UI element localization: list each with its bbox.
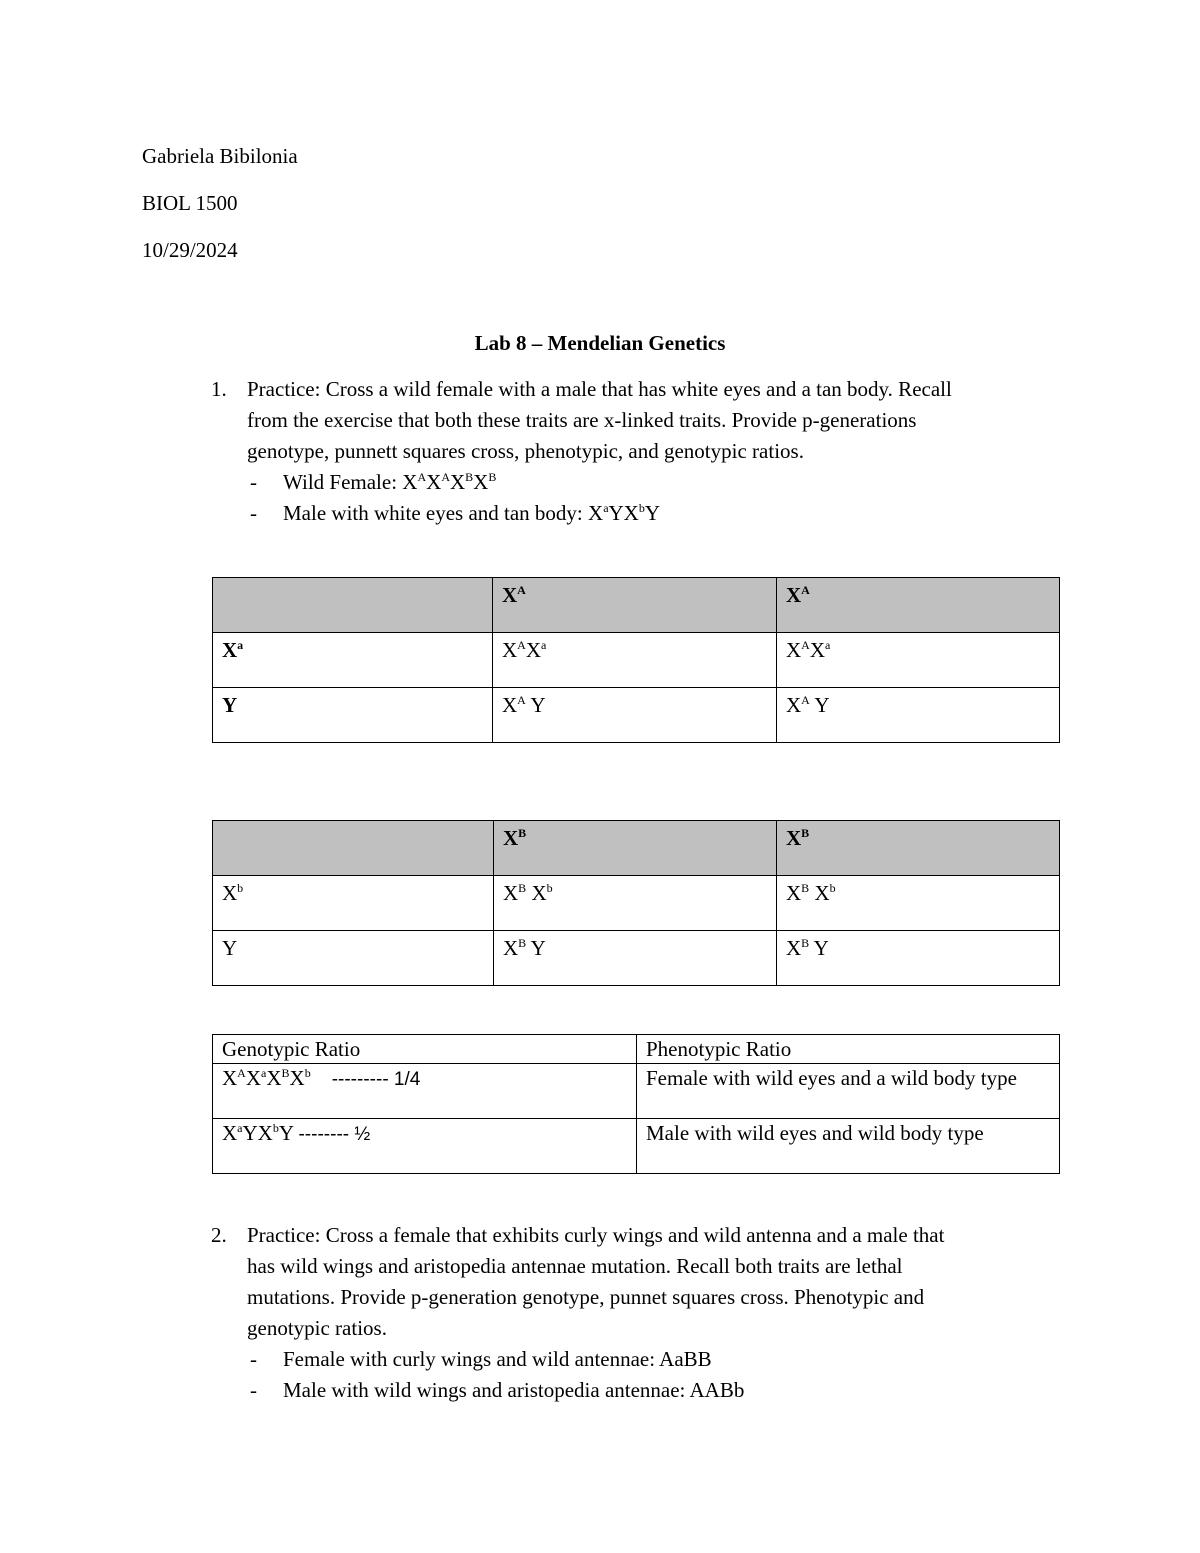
document-title: Lab 8 – Mendelian Genetics (474, 331, 726, 355)
genotypic-ratio-header: Genotypic Ratio (213, 1035, 637, 1064)
row-allele: Y (213, 688, 493, 743)
row-allele: Y (213, 931, 494, 986)
offspring-cell: $X^AX^a$ (777, 633, 1060, 688)
table-row (213, 876, 1060, 931)
phenotypic-ratio-header: Phenotypic Ratio (637, 1035, 1060, 1064)
table-row (213, 931, 1060, 986)
offspring-cell: $X^A$ Y (777, 688, 1060, 743)
row-allele: $X^b$ (213, 876, 494, 931)
table-row (213, 1119, 1060, 1174)
male-genotype-q2: Male with wild wings and aristopedia antennae: AABb (283, 1378, 745, 1402)
empty-corner-cell (213, 578, 493, 633)
ratio-value: ½ (354, 1124, 371, 1145)
offspring-cell: $X^B$ $X^b$ (777, 876, 1060, 931)
question-1-number: 1. (211, 377, 227, 401)
wild-female-genotype: Wild Female: $X^AX^AX^BX^B$ (283, 470, 497, 494)
document-date: 10/29/2024 (142, 238, 238, 262)
ratio-dashes: --------- (331, 1069, 389, 1090)
question-2-number: 2. (211, 1223, 227, 1247)
bullet-dash: - (250, 470, 257, 494)
empty-corner-cell (213, 821, 494, 876)
male-genotype: Male with white eyes and tan body: $X^aYX^bY$ (283, 501, 661, 525)
offspring-cell: $X^A$ Y (493, 688, 777, 743)
punnett-square-body-color (212, 820, 1060, 986)
offspring-cell: $X^B$ Y (777, 931, 1060, 986)
bullet-dash: - (250, 1347, 257, 1371)
column-allele: $X^B$ (494, 821, 777, 876)
column-allele: $X^B$ (777, 821, 1060, 876)
offspring-cell: $X^B$ Y (494, 931, 777, 986)
table-row (213, 688, 1060, 743)
column-allele: $X^A$ (777, 578, 1060, 633)
question-1-line-3: genotype, punnett squares cross, phenotypic, and genotypic ratios. (247, 439, 804, 463)
question-2-line-1: Practice: Cross a female that exhibits curly wings and wild antenna and a male that (247, 1223, 945, 1247)
table-row (213, 578, 1060, 633)
wild-female-label: Wild Female: (283, 470, 403, 494)
ratio-value: 1/4 (393, 1069, 421, 1090)
offspring-cell: $X^B$ $X^b$ (494, 876, 777, 931)
question-1-line-1: Practice: Cross a wild female with a male that has white eyes and a tan body. Recall (247, 377, 952, 401)
male-label: Male with white eyes and tan body: (283, 501, 589, 525)
row-allele: $X^a$ (213, 633, 493, 688)
column-allele: $X^A$ (493, 578, 777, 633)
author-name: Gabriela Bibilonia (142, 144, 298, 168)
question-2-line-2: has wild wings and aristopedia antennae mutation. Recall both traits are lethal (247, 1254, 903, 1278)
female-genotype-q2: Female with curly wings and wild antennae: AaBB (283, 1347, 712, 1371)
genotypic-ratio-cell: $X^AX^aX^BX^b$ --------- 1/4 (213, 1064, 637, 1119)
bullet-dash: - (250, 1378, 257, 1402)
question-2-line-4: genotypic ratios. (247, 1316, 387, 1340)
phenotypic-ratio-cell: Male with wild eyes and wild body type (637, 1119, 1060, 1174)
table-row (213, 821, 1060, 876)
course-code: BIOL 1500 (142, 191, 238, 215)
table-row (213, 633, 1060, 688)
table-row (213, 1035, 1060, 1064)
question-2-line-3: mutations. Provide p-generation genotype, punnet squares cross. Phenotypic and (247, 1285, 925, 1309)
bullet-dash: - (250, 501, 257, 525)
genotypic-ratio-cell: $X^aYX^bY$ -------- ½ (213, 1119, 637, 1174)
punnett-square-eye-color (212, 577, 1060, 743)
table-row (213, 1064, 1060, 1119)
phenotypic-ratio-cell: Female with wild eyes and a wild body type (637, 1064, 1060, 1119)
question-1-line-2: from the exercise that both these traits are x-linked traits. Provide p-generations (247, 408, 917, 432)
offspring-cell: $X^AX^a$ (493, 633, 777, 688)
ratio-table (212, 1034, 1060, 1174)
ratio-dashes: -------- (298, 1124, 350, 1145)
